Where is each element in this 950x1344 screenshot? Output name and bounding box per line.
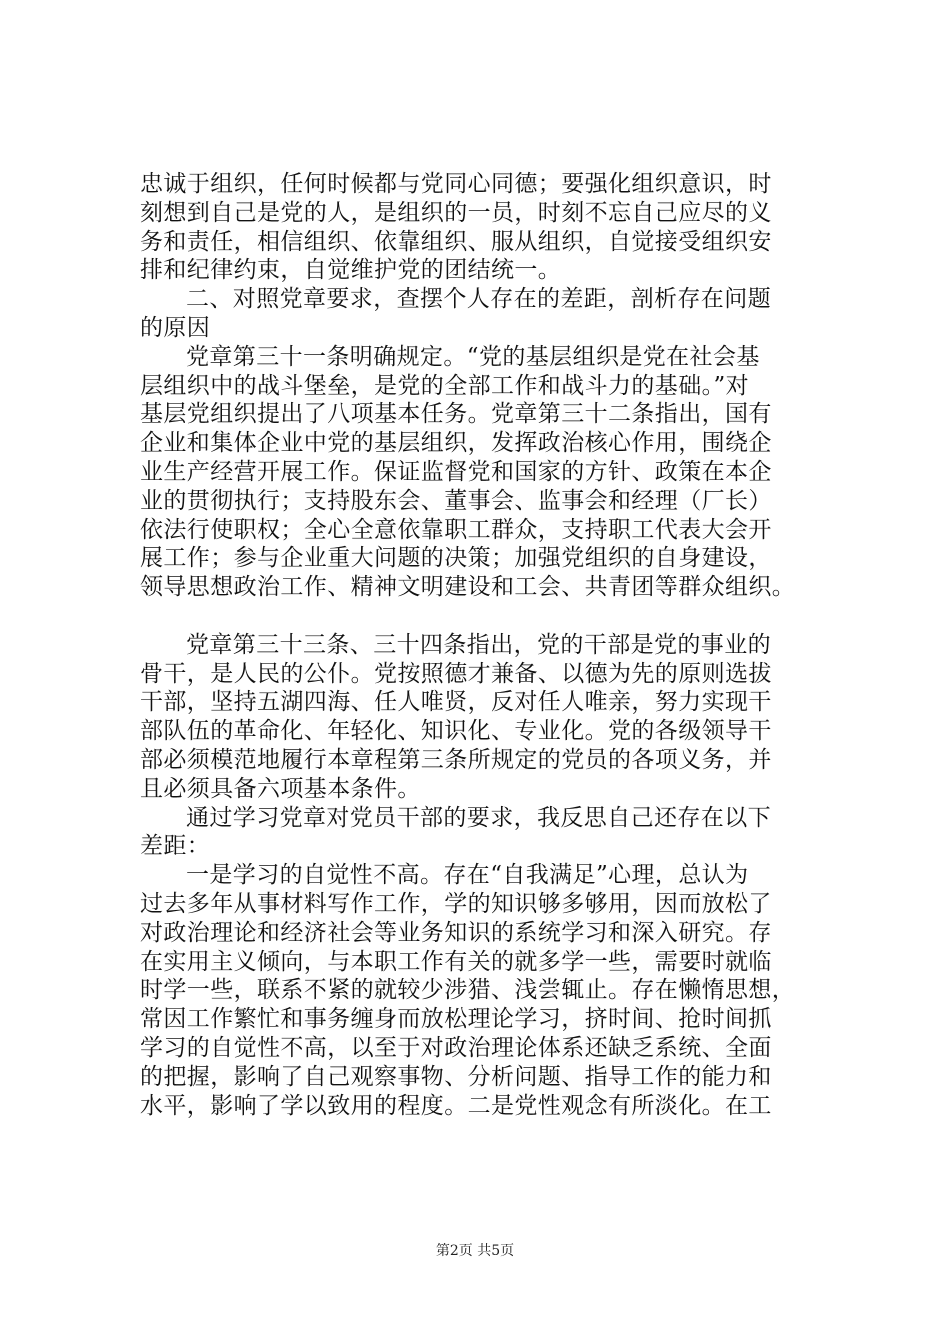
text-line: 骨干，是人民的公仆。党按照德才兼备、以德为先的原则选拔 (140, 660, 772, 687)
document-body (140, 170, 860, 1120)
text-line: 领导思想政治工作、精神文明建设和工会、共青团等群众组织。 (140, 574, 796, 601)
text-line: 二、对照党章要求，查摆个人存在的差距，剖析存在问题 (186, 286, 771, 313)
paragraph (140, 861, 860, 1120)
text-line: 党章第三十一条明确规定。“党的基层组织是党在社会基 (186, 343, 760, 370)
text-line: 层组织中的战斗堡垒，是党的全部工作和战斗力的基础。”对 (140, 372, 750, 399)
paragraph (140, 343, 860, 602)
text-line: 党章第三十三条、三十四条指出，党的干部是党的事业的 (186, 631, 771, 658)
text-line: 的把握，影响了自己观察事物、分析问题、指导工作的能力和 (140, 1063, 772, 1090)
text-line: 企业和集体企业中党的基层组织，发挥政治核心作用，围绕企 (140, 430, 772, 457)
paragraph (140, 170, 860, 285)
text-line: 部必须模范地履行本章程第三条所规定的党员的各项义务，并 (140, 746, 772, 773)
text-line: 且必须具备六项基本条件。 (140, 775, 421, 802)
text-line: 展工作；参与企业重大问题的决策；加强党组织的自身建设， (140, 545, 772, 572)
text-line: 业的贯彻执行；支持股东会、董事会、监事会和经理（厂长） (140, 487, 772, 514)
text-line: 对政治理论和经济社会等业务知识的系统学习和深入研究。存 (140, 919, 772, 946)
text-line: 常因工作繁忙和事务缠身而放松理论学习，挤时间、抢时间抓 (140, 1006, 772, 1033)
text-line: 的原因 (140, 314, 211, 341)
paragraph (140, 631, 860, 804)
text-line: 通过学习党章对党员干部的要求，我反思自己还存在以下 (186, 804, 771, 831)
text-line: 差距： (140, 833, 211, 860)
text-line: 基层党组织提出了八项基本任务。党章第三十二条指出，国有 (140, 401, 772, 428)
text-line: 学习的自觉性不高，以至于对政治理论体系还缺乏系统、全面 (140, 1034, 772, 1061)
text-line: 一是学习的自觉性不高。存在“自我满足”心理，总认为 (186, 862, 749, 889)
text-line: 水平，影响了学以致用的程度。二是党性观念有所淡化。在工 (140, 1092, 772, 1119)
page-footer: 第2页 共5页 (435, 1243, 515, 1259)
paragraph-spacer (140, 602, 860, 631)
text-line: 过去多年从事材料写作工作，学的知识够多够用，因而放松了 (140, 890, 772, 917)
text-line: 业生产经营开展工作。保证监督党和国家的方针、政策在本企 (140, 458, 772, 485)
text-line: 忠诚于组织，任何时候都与党同心同德；要强化组织意识，时 (140, 171, 772, 197)
text-line: 时学一些，联系不紧的就较少涉猎、浅尝辄止。存在懒惰思想， (140, 977, 796, 1004)
text-line: 务和责任，相信组织、依靠组织、服从组织，自觉接受组织安 (140, 228, 772, 255)
text-line: 干部，坚持五湖四海、任人唯贤，反对任人唯亲，努力实现干 (140, 689, 772, 716)
text-line: 部队伍的革命化、年轻化、知识化、专业化。党的各级领导干 (140, 718, 772, 745)
text-line: 在实用主义倾向，与本职工作有关的就多学一些，需要时就临 (140, 948, 772, 975)
paragraph (140, 804, 860, 862)
paragraph (140, 285, 860, 343)
text-line: 刻想到自己是党的人，是组织的一员，时刻不忘自己应尽的义 (140, 199, 772, 226)
text-line: 依法行使职权；全心全意依靠职工群众，支持职工代表大会开 (140, 516, 772, 543)
text-line: 排和纪律约束，自觉维护党的团结统一。 (140, 257, 562, 284)
